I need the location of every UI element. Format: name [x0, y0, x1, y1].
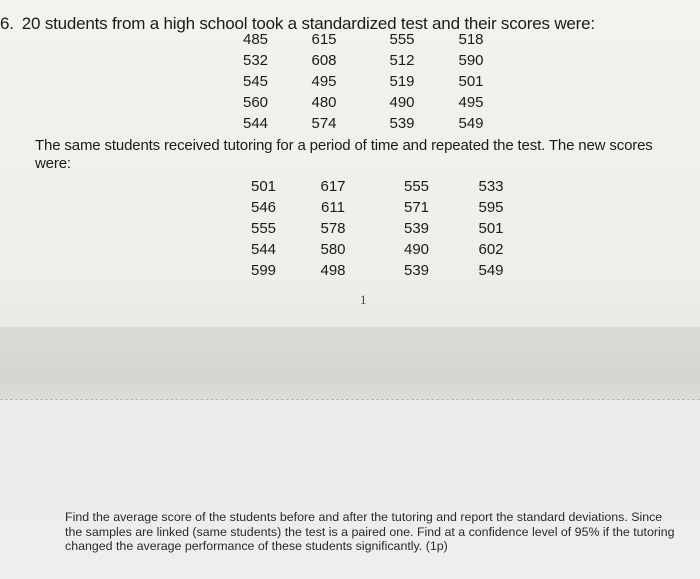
score-cell: 555 — [389, 31, 415, 48]
table-row — [232, 50, 507, 71]
score-cell: 602 — [478, 241, 504, 258]
score-cell: 599 — [250, 262, 277, 279]
task-paragraph: Find the average score of the students before and after the tutoring and report the standard deviations. Since the samples are linked (same students) the test is a paired one. Find at a confidence level of 95% if the tutoring changed the average performance of these students significantly. (1p) — [65, 510, 675, 554]
score-cell: 555 — [250, 220, 277, 237]
table-row — [232, 92, 507, 113]
score-cell: 571 — [403, 199, 430, 216]
question-intro: 20 students from a high school took a standardized test and their scores were: — [21, 14, 595, 33]
score-cell: 545 — [242, 73, 269, 90]
score-cell: 495 — [458, 94, 484, 111]
score-cell: 580 — [320, 241, 346, 258]
table-row — [232, 29, 507, 50]
score-cell: 512 — [389, 52, 415, 69]
score-cell: 555 — [403, 178, 430, 195]
score-cell: 501 — [458, 73, 484, 90]
scores-after-table — [240, 176, 528, 281]
score-cell: 532 — [242, 52, 269, 69]
table-row — [240, 176, 528, 197]
score-cell: 501 — [478, 220, 504, 237]
score-cell: 611 — [321, 199, 345, 216]
score-cell: 490 — [389, 94, 415, 111]
score-cell: 546 — [250, 199, 277, 216]
score-cell: 519 — [389, 73, 415, 90]
score-cell: 490 — [403, 241, 430, 258]
score-cell: 608 — [311, 52, 337, 69]
score-cell: 539 — [403, 220, 430, 237]
score-cell: 533 — [478, 178, 504, 195]
score-cell: 518 — [458, 31, 484, 48]
score-cell: 539 — [403, 262, 430, 279]
score-cell: 480 — [311, 94, 337, 111]
score-cell: 617 — [320, 178, 346, 195]
table-row — [240, 239, 528, 260]
score-cell: 495 — [311, 73, 337, 90]
scores-before-table — [232, 29, 507, 134]
score-cell: 544 — [242, 115, 269, 132]
score-cell: 574 — [311, 115, 337, 132]
score-cell: 539 — [389, 115, 415, 132]
table-row — [240, 197, 528, 218]
page-number: 1 — [360, 292, 367, 307]
retest-paragraph: The same students received tutoring for a period of time and repeated the test. The new scores were: — [35, 137, 653, 172]
score-cell: 578 — [320, 220, 346, 237]
score-cell: 501 — [250, 178, 277, 195]
score-cell: 485 — [242, 31, 269, 48]
score-cell: 549 — [478, 262, 504, 279]
score-cell: 498 — [320, 262, 346, 279]
table-row — [232, 71, 507, 92]
question-number: 6. — [0, 14, 14, 33]
table-row — [232, 113, 507, 134]
score-cell: 560 — [242, 94, 269, 111]
table-row — [240, 218, 528, 239]
score-cell: 549 — [458, 115, 484, 132]
score-cell: 544 — [250, 241, 277, 258]
score-cell: 590 — [458, 52, 484, 69]
table-row — [240, 260, 528, 281]
score-cell: 595 — [478, 199, 504, 216]
page-gap — [0, 327, 700, 399]
score-cell: 615 — [311, 31, 337, 48]
